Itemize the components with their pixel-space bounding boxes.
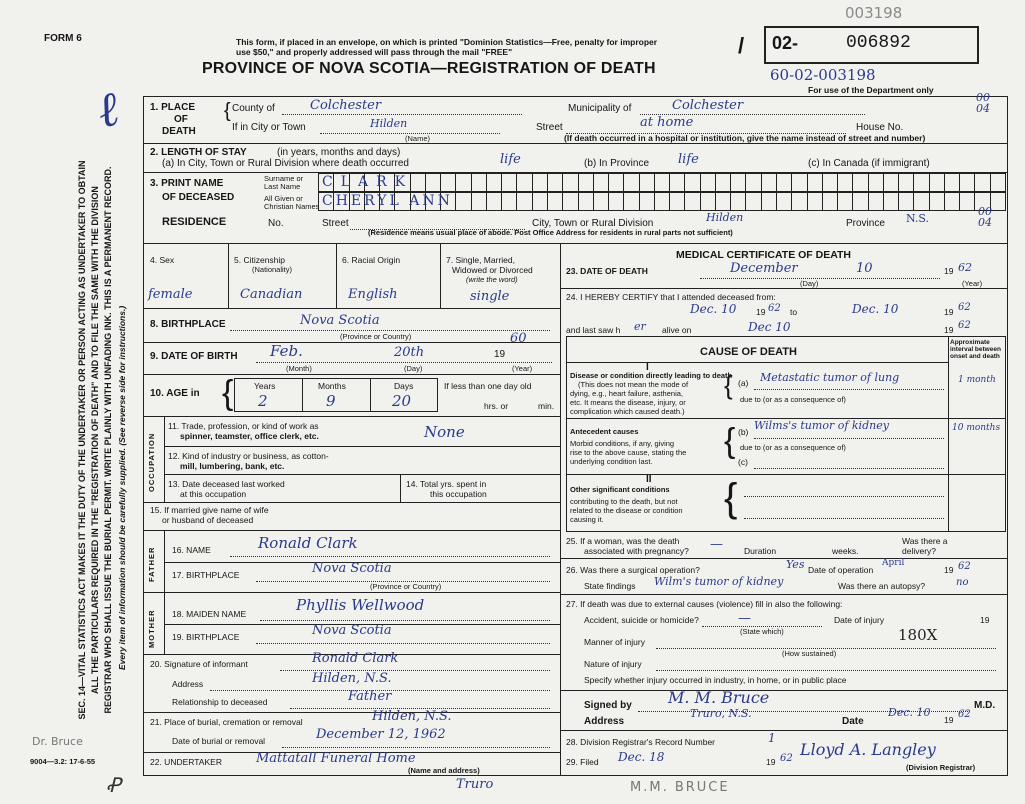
- filed-value: Dec. 18: [618, 750, 665, 764]
- city-value: Hilden: [370, 117, 408, 130]
- reg-number: 006892: [846, 33, 911, 53]
- age-brace: {: [222, 374, 234, 412]
- county-value: Colchester: [310, 98, 382, 113]
- given-label: All Given or: [264, 194, 303, 203]
- margin-ink-scribble: ℓ: [92, 80, 124, 140]
- burial-label: 21. Place of burial, cremation or removal: [150, 717, 303, 727]
- res-city-value: Hilden: [706, 211, 744, 224]
- father-name-label: 16. NAME: [172, 545, 211, 555]
- res-city-label: City, Town or Rural Division: [532, 218, 654, 229]
- margin-pencil-note: Dr. Bruce: [32, 735, 83, 748]
- birthplace-value: Nova Scotia: [300, 313, 380, 328]
- father-name-value: Ronald Clark: [258, 534, 358, 552]
- reg-dash: /: [738, 33, 745, 58]
- marital-label-2: Widowed or Divorced: [452, 265, 533, 275]
- informant-address-label: Address: [172, 679, 204, 689]
- other-label-3: related to the disease or condition: [570, 506, 683, 515]
- marital-note: (write the word): [466, 275, 518, 284]
- certify-label: 24. I HEREBY CERTIFY that I attended deceased from:: [566, 292, 776, 302]
- div-reg-no-label: 28. Division Registrar's Record Number: [566, 737, 716, 747]
- dob-day-sublabel: (Day): [404, 364, 423, 373]
- envelope-notice: This form, if placed in an envelope, on which is printed "Dominion Statistics—Free, penalty for improper: [236, 37, 658, 47]
- surname-label: Surname or: [264, 174, 304, 183]
- burial-date-label: Date of burial or removal: [172, 736, 266, 746]
- surname-boxes: [318, 173, 1006, 192]
- age-days-value: 20: [392, 392, 412, 410]
- date-death-label: 23. DATE OF DEATH: [566, 266, 648, 276]
- disease-label-3: dying, e.g., heart failure, asthenia,: [570, 389, 683, 398]
- informant-address-value: Hilden, N.S.: [312, 671, 392, 686]
- cause-b-value: Wilms's tumor of kidney: [754, 419, 889, 432]
- cause-c-label: (c): [738, 457, 748, 467]
- trade-label: 11. Trade, profession, or kind of work as: [168, 421, 319, 431]
- date-op-value: April: [882, 558, 905, 568]
- dob-label: 9. DATE OF BIRTH: [150, 351, 238, 362]
- age-less-label: If less than one day old: [444, 381, 532, 391]
- dob-month: Feb.: [270, 342, 303, 360]
- racial-label: 6. Racial Origin: [342, 255, 401, 265]
- street-label: Street: [536, 122, 563, 133]
- death-year: 62: [958, 261, 972, 274]
- cause-brace-1: {: [724, 370, 733, 400]
- cause-b-label: (b): [738, 427, 749, 437]
- delivery-label-2: delivery?: [902, 546, 937, 556]
- disease-label-2: (This does not mean the mode of: [578, 380, 689, 389]
- duration-label: Duration: [744, 546, 777, 556]
- place-label: 1. PLACE: [150, 102, 196, 113]
- age-min-label: min.: [538, 401, 555, 411]
- marital-value: single: [470, 289, 510, 304]
- att-to-label: to: [790, 307, 798, 317]
- burial-value: Hilden, N.S.: [372, 709, 452, 724]
- margin-instructions: SEC. 14—VITAL STATISTICS ACT MAKES IT THE DUTY OF THE UNDERTAKER OR PERSON ACTING AS UNDERTAKER TO OBTAIN ALL THE PARTICULARS REQUIRED IN THE "REGISTRATION OF DEATH" AND TO FILE THE SAME WITH THE DIVISION REGISTRAR WHO SHALL ISSUE THE BURIAL PERMIT. WRITE PLAINLY WITH UNFADING INK. THIS IS A PERMANENT RECORD.: [77, 160, 113, 720]
- weeks-label: weeks.: [832, 546, 859, 556]
- pencil-top-number: 003198: [845, 4, 903, 22]
- attended-to-year: 62: [958, 302, 971, 313]
- div-registrar-sublabel: (Division Registrar): [906, 763, 976, 772]
- sig-address-label: Address: [584, 716, 625, 727]
- other-label-2: contributing to the death, but not: [570, 497, 678, 506]
- due-to-2: due to (or as a consequence of): [740, 443, 846, 452]
- residence-note: (Residence means usual place of abode. Post Office Address for residents in rural parts not sufficient): [368, 228, 733, 237]
- father-bp-sublabel: (Province or Country): [370, 582, 442, 591]
- how-sublabel: (How sustained): [782, 649, 837, 658]
- findings-value: Wilm's tumor of kidney: [654, 575, 784, 588]
- state-which-sublabel: (State which): [740, 627, 784, 636]
- filed-label: 29. Filed: [566, 757, 599, 767]
- alive-on-label: alive on: [662, 325, 692, 335]
- sex-label: 4. Sex: [150, 255, 175, 265]
- sig-year: 62: [958, 709, 971, 720]
- form-title: PROVINCE OF NOVA SCOTIA—REGISTRATION OF DEATH: [202, 60, 656, 77]
- age-months-value: 9: [326, 392, 336, 410]
- disease-label-5: complication which caused death.): [570, 407, 685, 416]
- res-province-value: N.S.: [906, 212, 930, 225]
- date-op-label: Date of operation: [808, 565, 874, 575]
- alive-on-value: Dec 10: [748, 320, 791, 334]
- death-day: 10: [856, 261, 873, 276]
- att-to-19: 19: [944, 307, 954, 317]
- occupation-side-label: OCCUPATION: [147, 432, 156, 492]
- date-injury-label: Date of injury: [834, 615, 885, 625]
- burial-date-value: December 12, 1962: [316, 727, 446, 742]
- marital-label: 7. Single, Married,: [446, 255, 515, 265]
- city-label: If in City or Town: [232, 122, 306, 133]
- stay-a-value: life: [500, 152, 521, 167]
- industry-label: 12. Kind of industry or business, as cotton-: [168, 451, 329, 461]
- antecedent-label-3: rise to the above cause, stating the: [570, 448, 687, 457]
- nature-label: Nature of injury: [584, 659, 642, 669]
- total-yrs-label: 14. Total yrs. spent in: [406, 479, 487, 489]
- print-code: 9004—3.2: 17-6-55: [30, 757, 96, 766]
- street-value: at home: [640, 115, 694, 130]
- dob-year: 60: [510, 331, 527, 346]
- industry-label-2: mill, lumbering, bank, etc.: [180, 461, 285, 471]
- attended-to: Dec. 10: [852, 302, 899, 316]
- antecedent-label: Antecedent causes: [570, 427, 639, 436]
- birthplace-sublabel: (Province or Country): [340, 332, 412, 341]
- stay-label: 2. LENGTH OF STAY: [150, 147, 247, 158]
- sig-date-value: Dec. 10: [888, 706, 931, 719]
- signed-by-value: M. M. Bruce: [668, 688, 770, 707]
- reg-prefix: 02-: [772, 33, 799, 53]
- christian-label: Christian Names: [264, 202, 320, 211]
- undertaker-label: 22. UNDERTAKER: [150, 757, 222, 767]
- bottom-scribble: Ꝓ: [106, 773, 121, 797]
- antecedent-label-4: underlying condition last.: [570, 457, 653, 466]
- part-1-label: I: [646, 362, 649, 373]
- age-months-label: Months: [318, 381, 346, 391]
- death-day-sub: (Day): [800, 279, 819, 288]
- informant-label: 20. Signature of informant: [150, 659, 248, 669]
- surgical-label: 26. Was there a surgical operation?: [566, 565, 700, 575]
- specify-label: Specify whether injury occurred in industry, in home, or in public place: [584, 675, 847, 685]
- age-label: 10. AGE in: [150, 388, 200, 399]
- stay-note: (in years, months and days): [277, 147, 401, 158]
- bottom-pencil: M.M. BRUCE: [630, 780, 730, 795]
- op-year: 62: [958, 561, 971, 572]
- antecedent-label-2: Morbid conditions, if any, giving: [570, 439, 675, 448]
- of-deceased-label: OF DECEASED: [162, 192, 235, 203]
- injury-code: 180X: [898, 626, 938, 644]
- age-days-label: Days: [394, 381, 414, 391]
- last-name-label: Last Name: [264, 182, 301, 191]
- stay-b-label: (b) In Province: [584, 158, 650, 169]
- citizenship-value: Canadian: [240, 287, 303, 302]
- spouse-label-2: or husband of deceased: [162, 515, 254, 525]
- father-birthplace-value: Nova Scotia: [312, 561, 392, 576]
- citizenship-label: 5. Citizenship: [234, 255, 286, 265]
- delivery-label: Was there a: [902, 536, 948, 546]
- sig-address-value: Truro, N.S.: [690, 707, 752, 720]
- disease-label-4: etc. It means the disease, injury, or: [570, 398, 686, 407]
- dob-19: 19: [494, 349, 506, 360]
- signed-by-label: Signed by: [584, 700, 632, 711]
- external-label: 27. If death was due to external causes (violence) fill in also the following:: [566, 599, 843, 609]
- cause-a-label: (a): [738, 378, 749, 388]
- municipality-value: Colchester: [672, 98, 744, 113]
- surgical-value: Yes: [786, 558, 805, 571]
- part-2-label: II: [646, 474, 652, 485]
- accident-dash: —: [738, 611, 751, 626]
- father-side-label: FATHER: [147, 546, 156, 582]
- death-year-sub: (Year): [962, 279, 983, 288]
- total-yrs-label-2: this occupation: [430, 489, 487, 499]
- res-province-label: Province: [846, 218, 885, 229]
- md-label: M.D.: [974, 700, 996, 711]
- given-name-value: CHERYL ANN: [322, 193, 453, 209]
- birthplace-label: 8. BIRTHPLACE: [150, 319, 226, 330]
- autopsy-label: Was there an autopsy?: [838, 581, 926, 591]
- registrar-signature: Lloyd A. Langley: [800, 740, 936, 759]
- alive-19: 19: [944, 325, 954, 335]
- informant-value: Ronald Clark: [312, 651, 399, 666]
- undertaker-sublabel: (Name and address): [408, 766, 480, 775]
- attended-from-year: 62: [768, 303, 781, 314]
- op-19: 19: [944, 565, 954, 575]
- surname-value: CLARK: [322, 174, 414, 190]
- relationship-label: Relationship to deceased: [172, 697, 268, 707]
- name-sublabel: (Name): [405, 134, 431, 143]
- stay-c-label: (c) In Canada (if immigrant): [808, 158, 930, 169]
- mother-maiden-label: 18. MAIDEN NAME: [172, 609, 247, 619]
- death-19: 19: [944, 266, 954, 276]
- municipality-label: Municipality of: [568, 103, 632, 114]
- dept-code-1: 00 04: [976, 91, 990, 115]
- last-saw-label: and last saw h: [566, 325, 621, 335]
- death-label: DEATH: [162, 126, 196, 137]
- age-years-value: 2: [258, 392, 268, 410]
- interval-label: Approximate interval between onset and death: [950, 339, 1001, 361]
- undertaker-town: Truro: [456, 777, 494, 792]
- margin-note-2: Every item of information should be carefully supplied. (See reverse side for instructions.): [117, 305, 127, 670]
- nationality-sublabel: (Nationality): [252, 265, 293, 274]
- findings-label: State findings: [584, 581, 636, 591]
- reg-handwritten: 60-02-003198: [770, 66, 876, 84]
- cause-brace-2: {: [724, 422, 736, 460]
- undertaker-value: Mattatall Funeral Home: [256, 751, 416, 766]
- other-label: Other significant conditions: [570, 485, 670, 494]
- residence-label: RESIDENCE: [162, 216, 227, 228]
- cause-title: CAUSE OF DEATH: [700, 346, 797, 358]
- spouse-label: 15. If married give name of wife: [150, 505, 269, 515]
- med-cert-title: MEDICAL CERTIFICATE OF DEATH: [676, 249, 851, 261]
- stay-a-label: (a) In City, Town or Rural Division where death occurred: [162, 158, 409, 169]
- last-worked-label: 13. Date deceased last worked: [168, 479, 285, 489]
- injury-19: 19: [980, 615, 990, 625]
- last-worked-label-2: at this occupation: [180, 489, 247, 499]
- sex-value: female: [148, 287, 193, 302]
- dept-code-2: 00 04: [978, 205, 992, 229]
- of-label: OF: [174, 114, 188, 125]
- father-birthplace-label: 17. BIRTHPLACE: [172, 570, 240, 580]
- filed-year: 62: [780, 753, 793, 764]
- print-name-label: 3. PRINT NAME: [150, 178, 224, 189]
- county-label: County of: [232, 103, 275, 114]
- other-label-4: causing it.: [570, 515, 604, 524]
- house-label: House No.: [856, 122, 904, 133]
- envelope-notice-2: use $50," and properly addressed will pass through the mail "FREE": [236, 47, 513, 57]
- last-saw-value: er: [634, 320, 646, 333]
- trade-label-2: spinner, teamster, office clerk, etc.: [180, 431, 319, 441]
- age-hrs-label: hrs. or: [484, 401, 509, 411]
- attended-from: Dec. 10: [690, 302, 737, 316]
- dob-month-sublabel: (Month): [286, 364, 312, 373]
- cause-b-interval: 10 months: [952, 423, 1001, 433]
- res-street-label: Street: [322, 218, 349, 229]
- mother-maiden-value: Phyllis Wellwood: [296, 596, 425, 614]
- cause-brace-3: {: [724, 476, 738, 520]
- death-month: December: [730, 261, 798, 276]
- pregnancy-label: 25. If a woman, was the death: [566, 536, 680, 546]
- dob-year-sublabel: (Year): [512, 364, 533, 373]
- filed-19: 19: [766, 757, 776, 767]
- form-number: FORM 6: [44, 33, 82, 44]
- alive-year: 62: [958, 320, 971, 331]
- cause-a-interval: 1 month: [958, 375, 996, 385]
- pregnancy-label-2: associated with pregnancy?: [584, 546, 689, 556]
- mother-birthplace-label: 19. BIRTHPLACE: [172, 632, 240, 642]
- disease-label: Disease or condition directly leading to death: [570, 371, 733, 380]
- racial-value: English: [348, 287, 398, 302]
- cause-a-value: Metastatic tumor of lung: [760, 371, 900, 384]
- dob-day: 20th: [394, 345, 425, 360]
- att-from-19: 19: [756, 307, 766, 317]
- dept-use: For use of the Department only: [808, 85, 934, 95]
- res-no-label: No.: [268, 218, 284, 229]
- mother-side-label: MOTHER: [147, 609, 156, 648]
- sig-date-label: Date: [842, 716, 864, 727]
- sig-19: 19: [944, 715, 954, 725]
- stay-b-value: life: [678, 152, 699, 167]
- trade-value: None: [424, 423, 465, 441]
- pregnancy-dash: —: [710, 537, 723, 552]
- mother-birthplace-value: Nova Scotia: [312, 623, 392, 638]
- brace: {: [224, 100, 231, 122]
- accident-label: Accident, suicide or homicide?: [584, 615, 699, 625]
- manner-label: Manner of injury: [584, 637, 645, 647]
- due-to-1: due to (or as a consequence of): [740, 395, 846, 404]
- div-reg-no-value: 1: [768, 731, 776, 745]
- relationship-value: Father: [348, 689, 392, 704]
- autopsy-value: no: [956, 577, 969, 588]
- age-years-label: Years: [254, 381, 276, 391]
- hospital-note: (If death occurred in a hospital or institution, give the name instead of street and number): [564, 133, 926, 143]
